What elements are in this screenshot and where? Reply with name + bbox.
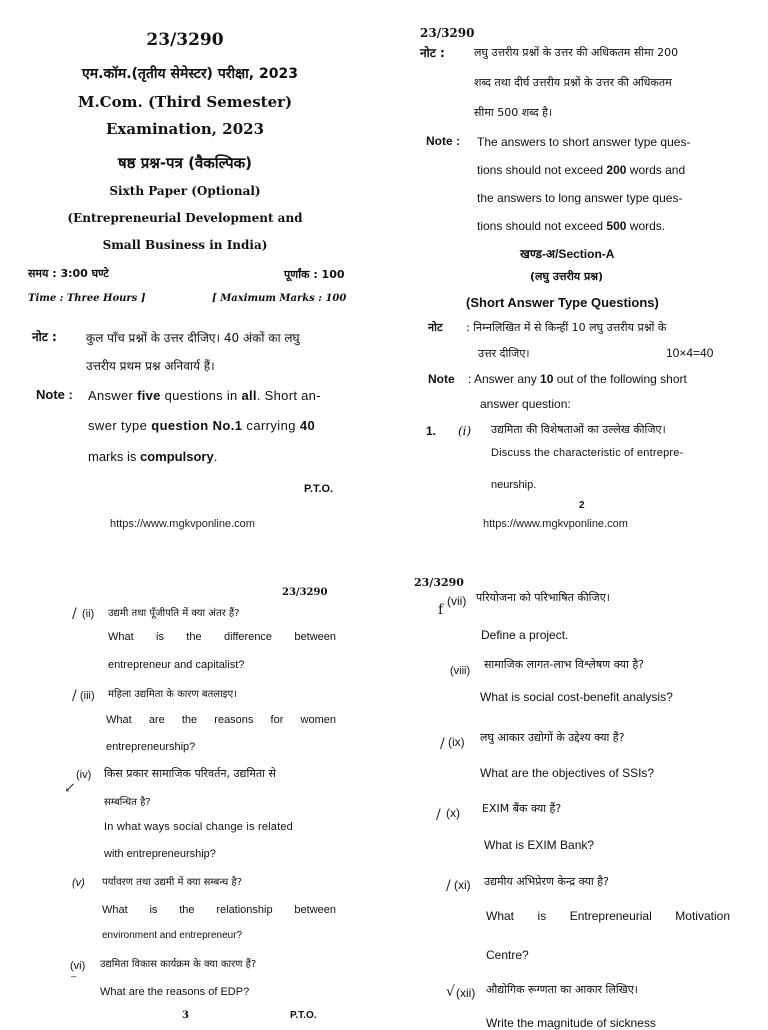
exam-title-hindi: एम.कॉम.(तृतीय सेमेस्टर) परीक्षा, 2023 — [82, 66, 298, 82]
note-english-line-3: the answers to long answer type ques- — [477, 191, 683, 205]
question-english: with entrepreneurship? — [104, 848, 216, 860]
question-english: What is the relationship between — [102, 904, 336, 916]
time-hindi: समय : 3:00 घण्टे — [28, 267, 109, 280]
question-number: 1. — [426, 424, 437, 438]
question-english: What are the objectives of SSIs? — [480, 766, 655, 780]
question-english-line-2: Centre? — [486, 948, 529, 962]
paper-hindi: षष्ठ प्रश्न-पत्र (वैकल्पिक) — [117, 154, 253, 172]
question-english: In what ways social change is related — [104, 821, 293, 833]
paper-code: 23/3290 — [282, 587, 328, 598]
pen-tick-mark: / — [440, 736, 445, 752]
question-1-label: (i) — [458, 424, 472, 438]
paper-english: Sixth Paper (Optional) — [109, 184, 261, 198]
question-english: environment and entrepreneur? — [102, 930, 243, 941]
question-english: What is Entrepreneurial Motivation — [486, 909, 730, 923]
note-english-label: Note : — [426, 134, 460, 148]
question-english: entrepreneurship? — [106, 741, 196, 753]
website-url[interactable]: https://www.mgkvponline.com — [110, 518, 255, 530]
paper-code: 23/3290 — [146, 30, 224, 50]
question-english: What are the reasons for women — [106, 714, 336, 726]
page-number: 2 — [579, 500, 585, 511]
paper-code: 23/3290 — [420, 26, 475, 40]
pen-tick-mark: / — [446, 878, 451, 894]
note2-hindi-label: नोट — [428, 321, 443, 334]
note2-english-label: Note — [428, 372, 455, 386]
question-label: (vii) — [447, 594, 467, 608]
section-heading: खण्ड-अ/Section-A — [520, 247, 615, 261]
marks-english: [ Maximum Marks : 100 — [212, 293, 347, 304]
question-hindi: किस प्रकार सामाजिक परिवर्तन, उद्यमिता से — [104, 767, 276, 780]
note-english-line-3: marks is compulsory. — [88, 449, 218, 464]
section-subheading-english: (Short Answer Type Questions) — [466, 295, 659, 310]
question-label: (iv) — [76, 769, 92, 781]
question-1-english-line-1: Discuss the characteristic of entrepre- — [491, 447, 684, 459]
question-label: (vi) — [70, 960, 86, 972]
question-english: entrepreneur and capitalist? — [108, 659, 245, 671]
marks-hindi: पूर्णांक : 100 — [284, 268, 345, 281]
note2-english-line-1: : Answer any 10 out of the following short — [468, 372, 687, 386]
paper-code: 23/3290 — [414, 576, 464, 589]
note2-hindi-line-1: : निम्नलिखित में से किन्हीं 10 लघु उत्तरीय प्रश्नों के — [466, 321, 667, 334]
question-hindi: पर्यावरण तथा उद्यमी में क्या सम्बन्ध है? — [102, 877, 243, 888]
page-number: 3 — [182, 1010, 189, 1021]
question-hindi: लघु आकार उद्योगों के उद्देश्य क्या हैं? — [480, 731, 625, 744]
question-hindi: महिला उद्यमिता के कारण बतलाइए। — [108, 689, 237, 700]
question-hindi: EXIM बैंक क्या हैं? — [482, 802, 562, 815]
note-english-line-2: swer type question No.1 carrying 40 — [88, 418, 316, 433]
note-hindi-label: नोट : — [420, 46, 445, 60]
question-label: (x) — [446, 806, 460, 820]
question-label: (iii) — [80, 690, 95, 702]
section-subheading-hindi: (लघु उत्तरीय प्रश्न) — [530, 270, 604, 283]
subject-line-1: (Entrepreneurial Development and — [67, 211, 303, 225]
pen-tick-mark: ⁻ — [70, 972, 78, 988]
question-english: What is social cost-benefit analysis? — [480, 690, 673, 704]
section-marks: 10×4=40 — [666, 346, 714, 360]
time-english: Time : Three Hours ] — [28, 293, 146, 304]
website-url[interactable]: https://www.mgkvponline.com — [483, 518, 628, 530]
note-english-line-2: tions should not exceed 200 words and — [477, 163, 686, 177]
pen-tick-mark: / — [72, 606, 77, 622]
question-label: (xii) — [456, 986, 476, 1000]
question-hindi: परियोजना को परिभाषित कीजिए। — [476, 591, 610, 604]
exam-title-english: M.Com. (Third Semester) — [77, 93, 293, 111]
question-hindi: उद्यमी तथा पूँजीपति में क्या अंतर हैं? — [108, 608, 240, 619]
question-label: (ix) — [448, 735, 465, 749]
note-english-line-4: tions should not exceed 500 words. — [477, 219, 666, 233]
question-hindi: औद्योगिक रूग्णता का आकार लिखिए। — [486, 983, 638, 996]
subject-line-2: Small Business in India) — [102, 238, 268, 252]
question-hindi: सामाजिक लागत-लाभ विश्लेषण क्या है? — [484, 658, 644, 671]
note-hindi-line-3: सीमा 500 शब्द है। — [474, 106, 553, 119]
question-label: (viii) — [450, 665, 471, 677]
note-hindi-line-1: लघु उत्तरीय प्रश्नों के उत्तर की अधिकतम सीमा 200 — [474, 46, 679, 59]
pen-tick-mark: ↙ — [64, 780, 76, 796]
question-english: Define a project. — [481, 628, 569, 642]
note2-hindi-line-2: उत्तर दीजिए। — [478, 347, 530, 360]
pen-tick-mark: / — [436, 807, 441, 823]
note-hindi-line-2: शब्द तथा दीर्घ उत्तरीय प्रश्नों के उत्तर की अधिकतम — [474, 76, 672, 89]
note2-english-line-2: answer question: — [480, 397, 571, 411]
note-hindi-line-2: उत्तरीय प्रथम प्रश्न अनिवार्य हैं। — [86, 359, 215, 373]
note-english-line-1: The answers to short answer type ques- — [477, 135, 691, 149]
question-label: (v) — [72, 877, 85, 889]
pto-label: P.T.O. — [290, 1010, 317, 1021]
question-hindi: उद्यमिता विकास कार्यक्रम के क्या कारण हैं? — [100, 959, 257, 970]
question-1-english-line-2: neurship. — [491, 479, 537, 491]
question-1-hindi: उद्यमिता की विशेषताओं का उल्लेख कीजिए। — [491, 423, 666, 436]
note-hindi-label: नोट : — [32, 330, 57, 344]
question-label: (ii) — [82, 608, 95, 620]
question-english: Write the magnitude of sickness — [486, 1016, 656, 1030]
exam-year: Examination, 2023 — [105, 120, 265, 138]
question-english: What are the reasons of EDP? — [100, 986, 250, 998]
note-english-line-1: Answer five questions in all. Short an- — [88, 388, 321, 403]
question-hindi: उद्यमीय अभिप्रेरण केन्द्र क्या है? — [484, 875, 609, 888]
pto-label: P.T.O. — [304, 483, 334, 495]
question-english: What is the difference between — [108, 631, 336, 643]
question-english: What is EXIM Bank? — [484, 838, 595, 852]
question-label: (xi) — [454, 878, 471, 892]
pen-tick-mark: f — [438, 602, 444, 618]
pen-tick-mark: / — [72, 688, 77, 704]
note-hindi-line-1: कुल पाँच प्रश्नों के उत्तर दीजिए। 40 अंकों का लघु — [86, 331, 300, 345]
note-english-label: Note : — [36, 387, 73, 402]
pen-tick-mark: √ — [446, 984, 455, 1000]
question-hindi-line-2: सम्बन्धित है? — [104, 797, 151, 808]
